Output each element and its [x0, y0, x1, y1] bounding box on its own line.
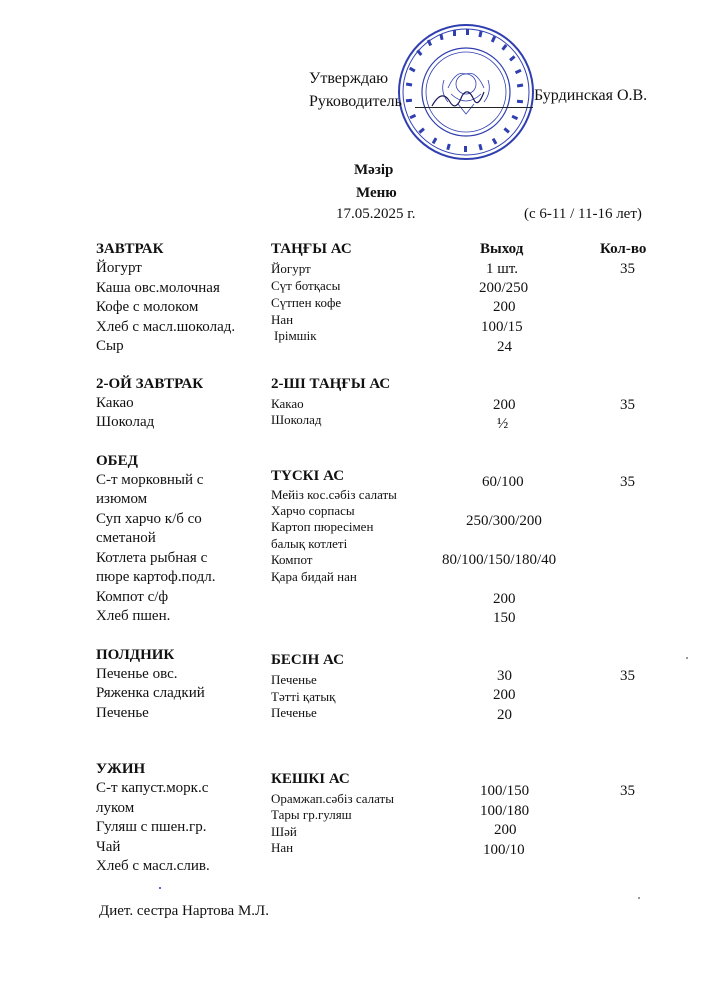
dish-output: ½	[497, 416, 509, 432]
age-groups: (с 6-11 / 11-16 лет)	[524, 206, 642, 222]
dish-output: 250/300/200	[466, 513, 542, 529]
dish-kz: Қара бидай нан	[271, 569, 357, 584]
count-column-header: Кол-во	[600, 241, 647, 257]
dish-kz: Сүтпен кофе	[271, 295, 342, 310]
dish-kz: Печенье	[271, 672, 317, 687]
dish-ru: Сыр	[96, 338, 124, 354]
dish-output: 1 шт.	[486, 261, 518, 277]
scan-speck	[686, 657, 688, 659]
dish-output: 100/150	[480, 783, 530, 799]
scan-speck	[638, 897, 640, 899]
dish-ru: Гуляш с пшен.гр.	[96, 819, 207, 835]
dish-ru: Какао	[96, 395, 134, 411]
dish-output: 20	[497, 707, 512, 723]
dish-output: 80/100/150/180/40	[442, 552, 557, 568]
dish-ru: пюре картоф.подл.	[96, 569, 216, 585]
director-signature-mark	[428, 84, 488, 114]
dish-ru: изюмом	[96, 491, 148, 507]
meal-title-ru: УЖИН	[96, 761, 146, 777]
portion-count: 35	[620, 397, 635, 413]
meal-title-ru: 2-ОЙ ЗАВТРАК	[96, 376, 204, 392]
title-kz: Мәзір	[354, 162, 394, 178]
dish-output: 200	[494, 822, 517, 838]
dish-output: 200	[493, 299, 516, 315]
dish-output: 150	[493, 610, 516, 626]
dish-output: 24	[497, 339, 512, 355]
dish-kz: Компот	[271, 552, 313, 567]
dish-ru: Компот с/ф	[96, 589, 169, 605]
dish-ru: луком	[96, 800, 135, 816]
dish-ru: С-т морковный с	[96, 472, 204, 488]
dish-ru: Котлета рыбная с	[96, 550, 208, 566]
dish-ru: Суп харчо к/б со	[96, 511, 202, 527]
dish-kz: Тары гр.гуляш	[271, 807, 352, 822]
dish-output: 200	[493, 591, 516, 607]
dish-kz: Орамжап.сәбіз салаты	[271, 791, 394, 806]
dish-output: 200/250	[479, 280, 529, 296]
portion-count: 35	[620, 783, 635, 799]
dish-kz: Шәй	[271, 824, 297, 839]
dish-kz: Мейіз кос.сәбіз салаты	[271, 487, 397, 502]
meal-title-kz: БЕСІН АС	[271, 652, 344, 668]
dish-kz: Харчо сорпасы	[271, 503, 355, 518]
dish-ru: Йогурт	[96, 260, 142, 276]
dish-ru: Хлеб с масл.слив.	[96, 858, 210, 874]
menu-date: 17.05.2025 г.	[336, 206, 416, 222]
dish-ru: Печенье овс.	[96, 666, 178, 682]
meal-title-ru-breakfast: ЗАВТРАК	[96, 241, 164, 257]
dish-output: 100/180	[480, 803, 530, 819]
dish-output: 200	[493, 397, 516, 413]
meal-title-kz: 2-ШІ ТАҢҒЫ АС	[271, 376, 391, 392]
dish-ru: Печенье	[96, 705, 149, 721]
dish-ru: Хлеб пшен.	[96, 608, 171, 624]
dietitian-signature: Диет. сестра Нартова М.Л.	[99, 903, 269, 919]
dish-output: 100/15	[481, 319, 523, 335]
dish-output: 30	[497, 668, 512, 684]
director-name: Бурдинская О.В.	[534, 87, 648, 104]
portion-count: 35	[620, 668, 635, 684]
dish-kz: Нан	[271, 840, 294, 855]
dish-kz: Какао	[271, 396, 304, 411]
dish-kz: Ірімшік	[274, 328, 317, 343]
dish-kz: Шоколад	[271, 412, 322, 427]
meal-title-kz: ТҮСКІ АС	[271, 468, 345, 484]
meal-title-kz-breakfast: ТАҢҒЫ АС	[271, 241, 352, 257]
dish-kz: балық котлеті	[271, 536, 348, 551]
position-label: Руководитель	[309, 93, 402, 110]
dish-ru: Кофе с молоком	[96, 299, 199, 315]
title-ru: Меню	[356, 185, 397, 201]
dish-kz: Тәтті қатық	[271, 689, 336, 704]
dish-kz: Йогурт	[271, 261, 311, 276]
dish-ru: Чай	[96, 839, 121, 855]
dish-kz: Печенье	[271, 705, 317, 720]
output-column-header: Выход	[480, 241, 524, 257]
scan-speck	[159, 887, 161, 889]
approve-label: Утверждаю	[309, 70, 389, 87]
dish-ru: Хлеб с масл.шоколад.	[96, 319, 236, 335]
meal-title-ru: ОБЕД	[96, 453, 138, 469]
dish-output: 60/100	[482, 474, 524, 490]
meal-title-ru: ПОЛДНИК	[96, 647, 175, 663]
dish-kz: Нан	[271, 312, 294, 327]
dish-ru: сметаной	[96, 530, 156, 546]
dish-ru: Ряженка сладкий	[96, 685, 205, 701]
dish-output: 100/10	[483, 842, 525, 858]
dish-ru: Каша овс.молочная	[96, 280, 220, 296]
portion-count: 35	[620, 261, 635, 277]
dish-kz: Картоп пюресімен	[271, 519, 374, 534]
dish-output: 200	[493, 687, 516, 703]
meal-title-kz: КЕШКІ АС	[271, 771, 350, 787]
portion-count: 35	[620, 474, 635, 490]
dish-kz: Сүт ботқасы	[271, 278, 341, 293]
dish-ru: С-т капуст.морк.с	[96, 780, 209, 796]
dish-ru: Шоколад	[96, 414, 155, 430]
